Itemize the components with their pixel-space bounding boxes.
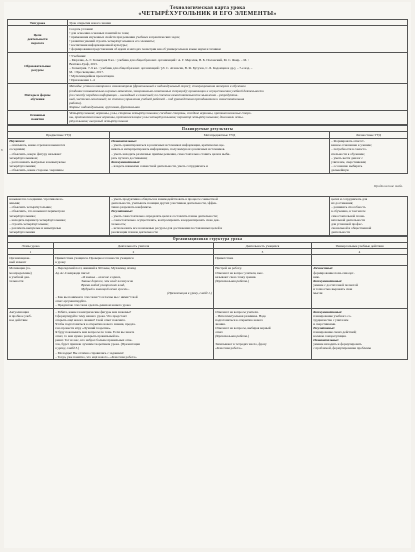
student-activity: Настрой на работу. Отвечают на вопрос учителя, выс- казывают свою точку зрения. (Фронтальная работа.)	[214, 265, 312, 308]
col-number: 1	[8, 249, 54, 255]
methods-row	[8, 83, 408, 110]
continuation-note: Продолжение табл.	[373, 183, 403, 188]
resources-label: Образовательные ресурсы	[8, 53, 68, 84]
col-meta: Метапредметные УУД	[110, 132, 330, 138]
concepts-text: Четырёхугольник; вершины, углы, стороны четырёхугольника; соседние стороны, соседние вершины, противоположные сторо- ны, противоположные вершины, противолежащие углы четырёхугольника; периметр четырёхугольника; диагонали четы- рёхугольника; выпуклый четырёхугольник	[68, 110, 408, 124]
stage-row-motivation	[8, 265, 408, 308]
planned-results-table	[7, 125, 408, 174]
planned-results-title: Планируемые результаты	[8, 126, 408, 132]
col-student: Деятельность учащихся	[214, 242, 312, 248]
personal-results: – Формировать ответст- венное отношение к учению; – потребности в самосто- ятельности к обучению; – уметь вести диалог с учителем, сверстниками; – осознанно выбирать дальнейшую	[329, 138, 407, 173]
title-line-1: Технологическая карта урока	[169, 5, 246, 11]
structure-table	[7, 236, 408, 361]
lesson-plan-page	[1, 2, 411, 548]
activity-goals-row	[8, 26, 408, 53]
meta-results-cont: – уметь продуктивно общаться и взаимодействовать в процессе совместной деятельности, учитывать позиции других участников деятельности, эффек- тивно разрешать конфликты. Регулятивные: – уметь самостоятельно определять цели и составлять планы деятельности; – самостоятельно осуществлять, контролировать и корректировать свою дея- тельность; – использовать все возможные ресурсы для достижения поставленных целей и реализации планов деятельности	[110, 196, 330, 235]
stage-name: Мотивация (са- моопределение) к учебной дея- тельности	[8, 265, 54, 308]
continuation-body	[8, 196, 408, 235]
subject-results-cont: называются соседними / противополо- жными; – объяснять четырёхугольник; – объяснить, что называют периметром четырёхугольника; – находить периметр четырёхугольника; – строить четырёхугольник; – различать выпуклые и невыпуклые четырёхугольники	[8, 196, 110, 235]
document-title	[4, 2, 411, 17]
title-line-2: «ЧЕТЫРЁХУГОЛЬНИК И ЕГО ЭЛЕМЕНТЫ»	[138, 11, 277, 17]
stage-name: Организацион- ный момент	[8, 255, 54, 265]
student-activity: Приветствие	[214, 255, 312, 265]
personal-results-cont: целях и сотрудничать для их достижения; – развивать способность к обучению, в том числе самостоятельной позна- вательной деятельности для успешной профес- сиональной и общественной деятельности	[330, 196, 408, 235]
page-break	[4, 174, 411, 196]
col-teacher: Деятельность учителя	[54, 242, 214, 248]
col-number: 4	[312, 249, 408, 255]
col-uud: Универсальные учебные действия	[312, 242, 408, 248]
lesson-info-table	[7, 19, 408, 125]
resources-text: • Учебники: – Мерзляк, А. Г. Геометрия 8 кл. : учебник для общеобразоват. организаций / А. Г. Мерзляк, В. Б. Полонский, М. С. Якир. – М. : Вентана-Граф, 2015. – Геометрия. 7–9 кл. : учебник для общеобразоват. организаций / [Л. С. Атанасян, В. Ф. Бутузов, С. Б. Кадомцев и др.]. – 7-е изд. – М. : Просвещение, 2017. • Мультимедийная презентация. • Приложения 1–4	[68, 53, 408, 84]
col-number: 2	[54, 249, 214, 255]
uud-cell: Личностные: формирование пози-самоорг- нию. Коммуникативные: умение с достаточной полнотой и точностью выражать свои мысли	[312, 265, 408, 308]
col-subject: Предметные УУД	[8, 132, 110, 138]
teacher-activity: – Ребята, какие геометрические фигуры вам знакомы? Сформулируйте тему нашего урока. Что предстоит открыть ещё нового знания? Свой ответ поясните. Чтобы подготовиться к открытию нового знания, предла- гаю провести игру «Лучший теоретик». Я буду показывать вам вопросы по теме. Если вы знаете ответ, то вам нужно раскрыть правильный ва- риант. Тот из вас, кто набрал больше правильных отве- тов, будет признан лучшим теоретиком урока. (Презентация к уроку, слайд 3.) – Молодцы! Вы отлично справились с заданием! – Тогда, уже понятно, что ещё нового...«Классная работа»	[54, 308, 214, 359]
col-stage: Этапы урока	[8, 242, 54, 248]
uud-cell	[312, 255, 408, 265]
lesson-type-label: Тип урока	[8, 20, 68, 26]
concepts-row	[8, 110, 408, 124]
planned-results-body	[8, 138, 408, 173]
structure-block	[7, 196, 408, 361]
meta-results: Познавательные: – уметь ориентироваться в различных источниках информации, критически оце- нивать и интерпретировать информацию, получаемую из различных источников. – уметь находить различные приёмы решения, самостоятельно ставить цели и выби- рать пути их достижения; Коммуникативные: – владеть навыками совместной деятельности, уметь сотрудничать и	[110, 138, 330, 173]
col-number: 3	[214, 249, 312, 255]
info-table-block	[7, 19, 408, 174]
page-number: 8	[1, 148, 3, 152]
resources-row	[8, 53, 408, 84]
teacher-activity: – Персидский поэт, живший в XII веке, Мухаммед Ахмад Ар Ас-Самаркади писал: «Я знанья – величие и краса, Знанье дороже, чем клад жемчужин Время любой упаприснит клад, Мудрый и знающий вечно нужен». (Презентация к уроку, слайд 1.) – Как вы понимаете эти слова? Согласны вы с ними? Свой ответ аргументируйте. – Предлагаю эти слова сделать девизом нашего урока	[55, 266, 212, 308]
methods-text: Методы: устного контроля и самоконтроля (фронтальный и индивидуальный опрос); стимулирования интереса к обучению (создание познавательно-игровых моментов, эмоционально-позитивных ситуаций); организации и осуществления учебной деятельности (по способу передачи информации – наглядный и словесный; по степени самостоятельности мышления – репродуктив- ный, частично-поисковый; по степени управления учебной работой – под руководством преподавателя и самостоятельная работа). Формы: индивидуальная, групповая, фронтальная	[68, 83, 408, 110]
concepts-label: Основные понятия	[8, 110, 68, 124]
continuation-table	[7, 196, 408, 236]
lesson-type-value: Урок открытия нового знания	[68, 20, 408, 26]
stage-row-actualization	[8, 308, 408, 359]
student-activity: Отвечают на вопросы учителя. – Интеллектуальная разминка. Надо подготовиться к открытию нового знания. Отвечают на вопросы, выбирая верный ответ. (Фронтальная работа.) Записывают в тетрадях число, фразу «Классная работа».	[214, 308, 312, 359]
activity-goals-text: Создать условия: • для освоения основных понятий по теме; • применения изученных свойств при решении учебных и практических задач; • развития умений строить четырёхугольник и его элементы; • воспитания информационной культуры; • формирования представления об идеях и методах геометрии как об универсальном языке науки и техники	[68, 26, 408, 53]
stage-name: Актуализация и пробное учеб- ное действие	[8, 308, 54, 359]
activity-goals-label: Цели деятельности педагога	[8, 26, 68, 53]
methods-label: Методы и формы обучения	[8, 83, 68, 110]
col-personal: Личностные УУД	[329, 132, 407, 138]
structure-title: Организационная структура урока	[8, 236, 408, 242]
subject-results: Научатся: – описывать, какие отрезки называются соседними; – объяснять, какую фигуру называют четырёхугольником; – распознавать выпуклые и невыпуклые четырёхугольники; – объяснять, какие стороны / вершины	[8, 138, 110, 173]
uud-cell: Коммуникативные: планирование учебного со- трудничества с учителем и сверстниками. Регулятивные: планирование своих действий; волевая саморегуляция. Познавательные: умение находить и формулировать с проблемой, формулирование проблемы	[312, 308, 408, 359]
teacher-activity: Приветствие учащихся. Проверка готовности учащихся к уроку	[54, 255, 214, 265]
stage-row-organization	[8, 255, 408, 265]
